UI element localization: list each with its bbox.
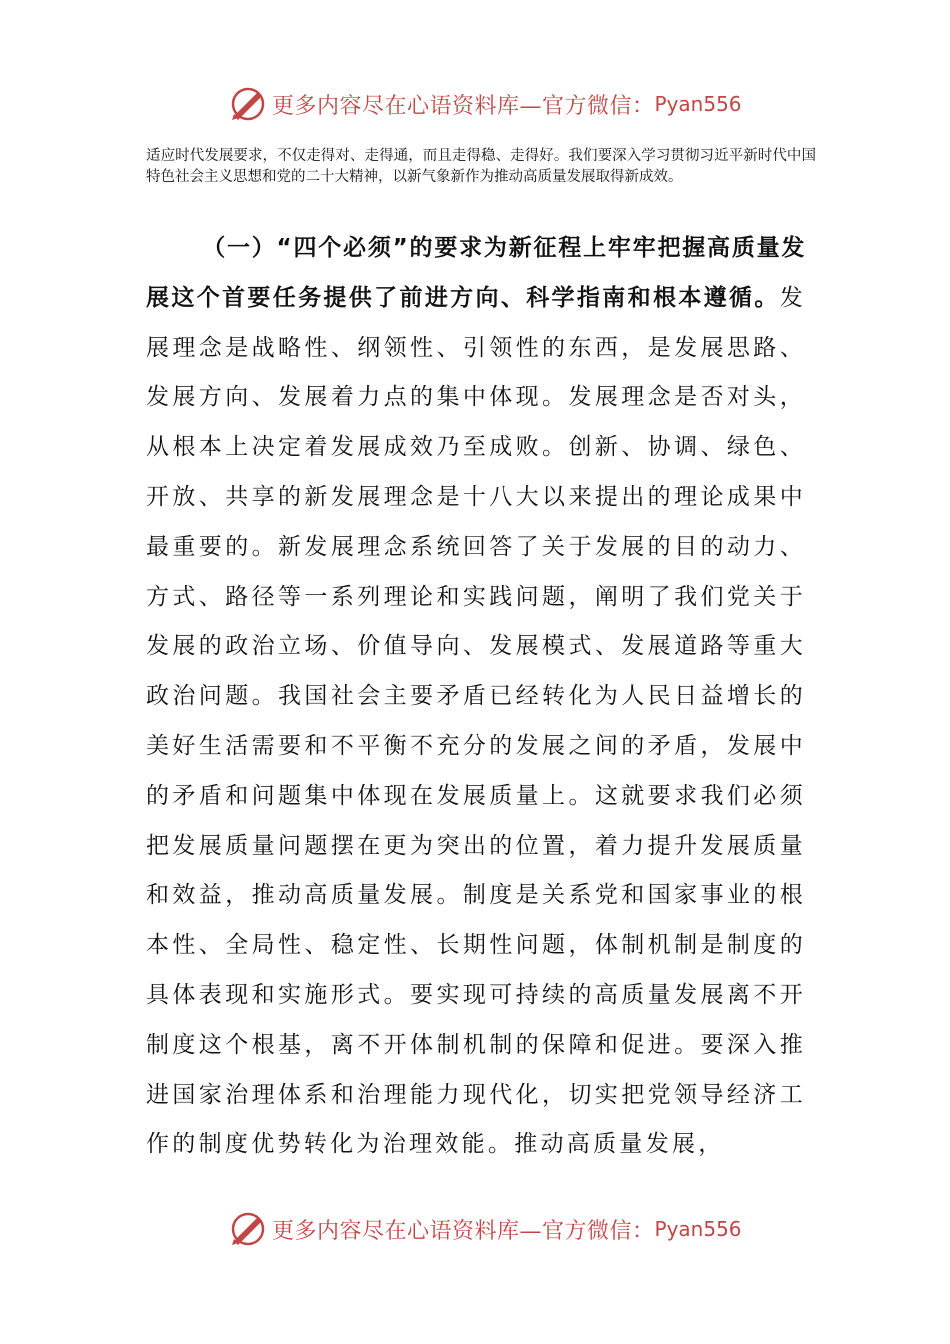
footer-banner [0, 1207, 950, 1251]
pen-logo-icon [228, 84, 268, 124]
banner-text: 更多内容尽在心语资料库—官方微信： [272, 93, 655, 119]
section-paragraph [146, 224, 806, 1170]
section-body: 发展理念是战略性、纲领性、引领性的东西，是发展思路、发展方向、发展着力点的集中体现。发展理念是否对头，从根本上决定着发展成效乃至成败。创新、协调、绿色、开放、共享的新发展理念是十八大以来提出的理论成果中最重要的。新发展理念系统回答了关于发展的目的动力、方式、路径等一系列理论和实践问题，阐明了我们党关于发展的政治立场、价值导向、发展模式、发展道路等重大政治问题。我国社会主要矛盾已经转化为人民日益增长的美好生活需要和不平衡不充分的发展之间的矛盾，发展中的矛盾和问题集中体现在发展质量上。这就要求我们必须把发展质量问题摆在更为突出的位置，着力提升发展质量和效益，推动高质量发展。制度是关系党和国家事业的根本性、全局性、稳定性、长期性问题，体制机制是制度的具体表现和实施形式。要实现可持续的高质量发展离不开制度这个根基，离不开体制机制的保障和促进。要深入推进国家治理体系和治理能力现代化，切实把党领导经济工作的制度优势转化为治理效能。推动高质量发展， [146, 284, 806, 1158]
banner-text: 更多内容尽在心语资料库—官方微信： [272, 1218, 655, 1244]
wechat-id: Pyan556 [654, 92, 742, 116]
section-heading: （一）“四个必须”的要求为新征程上牢牢把握高质量发展这个首要任务提供了前进方向、科学指南和根本遵循。 [146, 235, 806, 311]
pen-logo-icon [228, 1209, 268, 1249]
intro-paragraph: 适应时代发展要求，不仅走得对、走得通，而且走得稳、走得好。我们要深入学习贯彻习近平新时代中国特色社会主义思想和党的二十大精神，以新气象新作为推动高质量发展取得新成效。 [146, 148, 816, 185]
header-banner [0, 82, 950, 126]
wechat-id: Pyan556 [654, 1217, 742, 1241]
